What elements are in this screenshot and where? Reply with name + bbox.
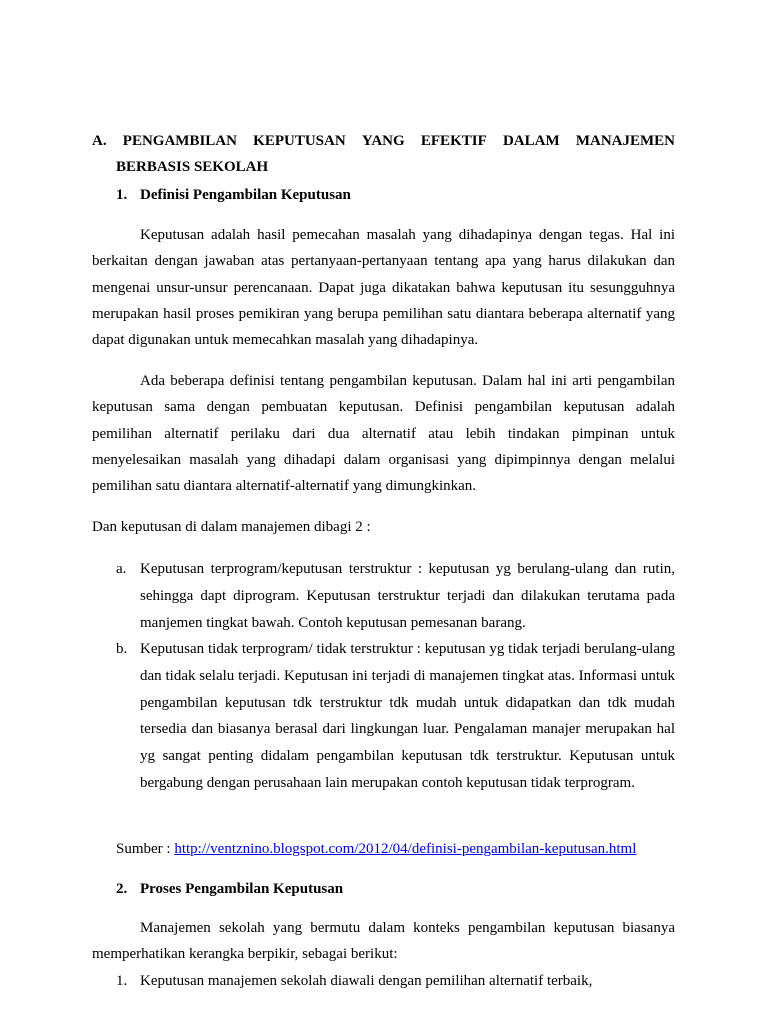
heading-word: DALAM [502, 133, 560, 149]
section-a-title-line2: BERBASIS SEKOLAH [116, 159, 269, 176]
heading-word: KEPUTUSAN [253, 133, 346, 149]
section-a-heading [92, 128, 675, 181]
list-marker: a. [116, 561, 127, 577]
subheading-proses [116, 876, 343, 902]
subheading-title: Definisi Pengambilan Keputusan [140, 187, 351, 203]
heading-word: YANG [361, 133, 405, 149]
source-line [116, 836, 636, 862]
subheading-title: Proses Pengambilan Keputusan [140, 881, 344, 897]
list-item-text: Keputusan terprogram/keputusan terstruktur : keputusan yg berulang-ulang dan rutin, sehingga dapt diprogram. Keputusan terstruktur terjadi dan dilakukan terutama pada manjemen tingkat bawah. Contoh keputusan pemesanan barang. [140, 561, 675, 631]
paragraph: Ada beberapa definisi tentang pengambilan keputusan. Dalam hal ini arti pengambilan keputusan sama dengan pembuatan keputusan. Definisi pengambilan keputusan adalah pemilihan alternatif perilaku dari dua alternatif atau lebih tindakan pimpinan untuk menyelesaikan masalah yang dihadapi dalam organisasi yang dipimpinnya dengan melalui pemilihan satu diantara alternatif-alternatif yang dimungkinkan. [92, 373, 675, 495]
section-a-title-line1 [92, 128, 675, 154]
heading-word: PENGAMBILAN [122, 133, 237, 149]
list-marker: b. [116, 641, 128, 657]
paragraph: Keputusan adalah hasil pemecahan masalah yang dihadapinya dengan tegas. Hal ini berkaitan dengan jawaban atas pertanyaan-pertanyaan tentang apa yang harus dilakukan dan mengenai unsur-unsur perencanaan. Dapat juga dikatakan bahwa keputusan itu sesungguhnya merupakan hasil proses pemikiran yang berupa pemilihan satu diantara beberapa alternatif yang dapat digunakan untuk memecahkan masalah yang dihadapinya. [92, 227, 675, 349]
list-marker: 1. [116, 973, 128, 989]
subheading-number: 2. [116, 881, 128, 897]
paragraph: Manajemen sekolah yang bermutu dalam konteks pengambilan keputusan biasanya memperhatikan kerangka berpikir, sebagai berikut: [92, 920, 675, 963]
heading-word: A. [92, 133, 107, 149]
source-link[interactable]: http://ventznino.blogspot.com/2012/04/definisi-pengambilan-keputusan.html [174, 841, 637, 857]
list-item [116, 636, 675, 797]
heading-word: EFEKTIF [420, 133, 487, 149]
subheading-definisi [116, 182, 351, 208]
paragraph: Dan keputusan di dalam manajemen dibagi 2 : [92, 519, 371, 535]
heading-word: MANAJEMEN [575, 133, 675, 149]
source-label: Sumber : [116, 841, 175, 857]
list-item-text: Keputusan tidak terprogram/ tidak terstruktur : keputusan yg tidak terjadi berulang-ulang dan tidak selalu terjadi. Keputusan ini terjadi di manajemen tingkat atas. Informasi untuk pengambilan keputusan tdk terstruktur tdk mudah untuk didapatkan dan tdk mudah tersedia dan biasanya berasal dari lingkungan luar. Pengalaman manajer merupakan hal yg sangat penting didalam pengambilan keputusan tdk terstruktur. Keputusan untuk bergabung dengan perusahaan lain merupakan contoh keputusan tidak terprogram. [140, 641, 675, 791]
list-item [116, 556, 675, 636]
list-item-text: Keputusan manajemen sekolah diawali dengan pemilihan alternatif terbaik, [140, 973, 593, 989]
subheading-number: 1. [116, 187, 128, 203]
list-item [116, 968, 675, 995]
